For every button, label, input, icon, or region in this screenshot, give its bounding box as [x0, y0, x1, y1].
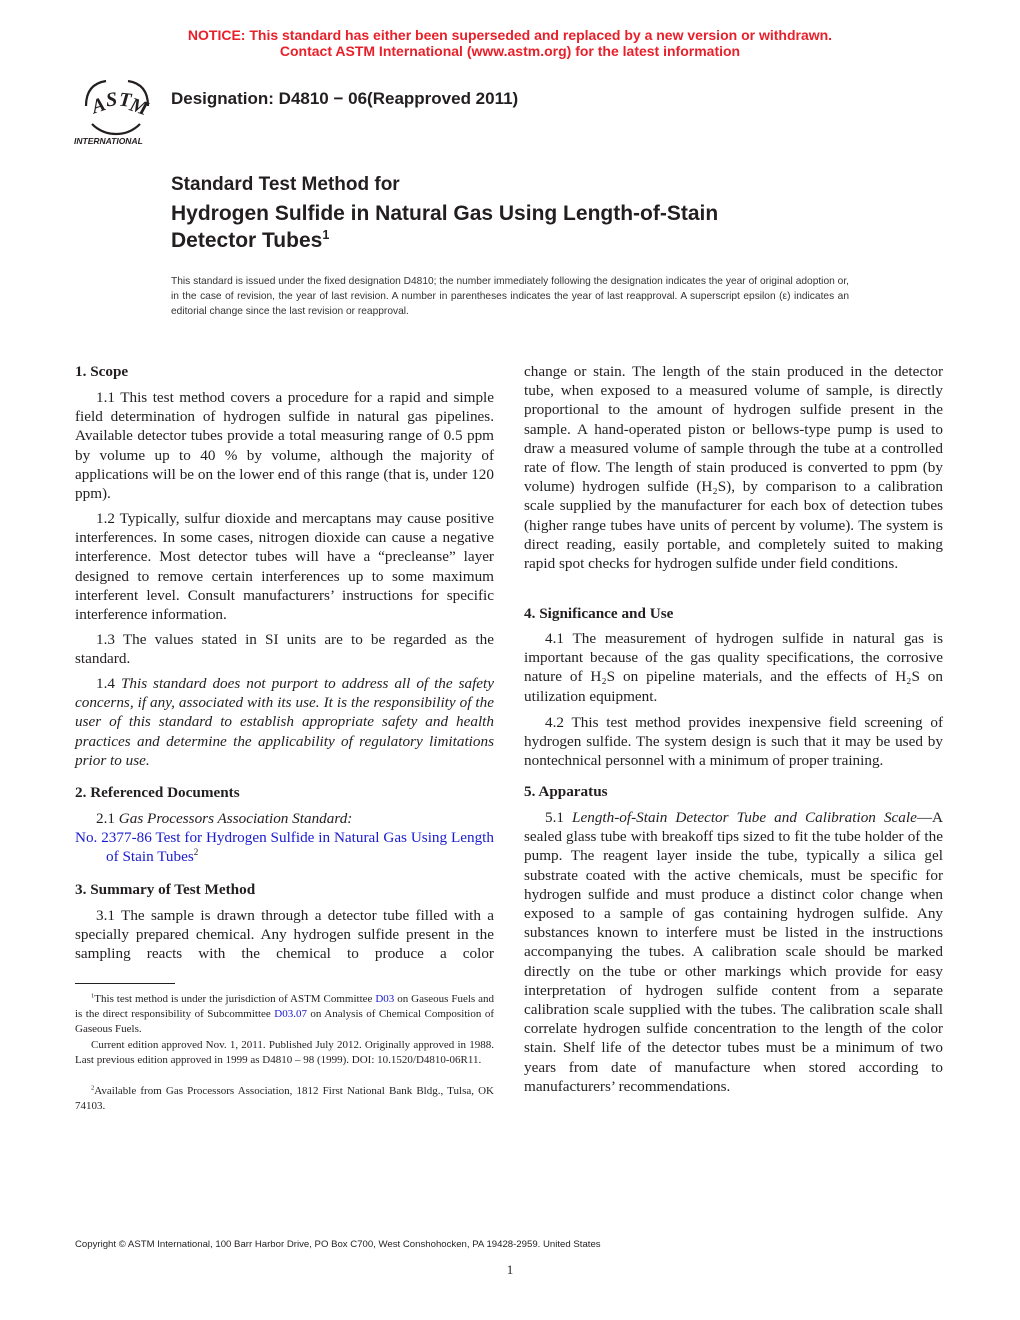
right-column [524, 0, 943, 1120]
svg-text:S: S [104, 88, 119, 112]
title-line-1: Standard Test Method for [171, 174, 400, 195]
footnote-edition: Current edition approved Nov. 1, 2011. Published July 2012. Originally approved in 1988. Last previous edition approved in 1999 as D4810 – 98 (1999). DOI: 10.1520/D4810-06R11. [75, 1039, 494, 1067]
footnote-1-text-c: on Analysis of Chemical Composition of Gaseous Fuels. [75, 1008, 494, 1036]
para-2-1-text: Gas Processors Association Standard: [118, 810, 353, 827]
footnote-rule [75, 983, 175, 984]
para-5-1-number: 5.1 [545, 809, 573, 826]
svg-text:A: A [88, 93, 109, 119]
referenced-document-entry [75, 828, 494, 866]
ref-number-link[interactable]: No. 2377-86 [75, 829, 152, 846]
footnote-2-text: Available from Gas Processors Association, 1812 First National Bank Bldg., Tulsa, OK 74103. [75, 1085, 494, 1113]
para-5-1-italic: Length-of-Stain Detector Tube and Calibration Scale [572, 809, 917, 826]
copyright: Copyright © ASTM International, 100 Barr Harbor Drive, PO Box C700, West Conshohocken, PA 19428-2959. United States [75, 1239, 601, 1250]
page-number: 1 [506, 1262, 514, 1277]
notice-line-2: Contact ASTM International (www.astm.org) for the latest information [279, 43, 741, 59]
para-4-2: 4.2 This test method provides inexpensive field screening of hydrogen sulfide. The system design is such that it may be used by nontechnical personnel with a minimum of proper training. [524, 714, 943, 770]
title-line-2: Hydrogen Sulfide in Natural Gas Using Length-of-Stain [171, 202, 719, 225]
subcommittee-link[interactable]: D03.07 [274, 1008, 307, 1021]
para-2-1 [75, 809, 494, 828]
para-2-1-number: 2.1 [96, 810, 119, 827]
svg-text:M: M [126, 93, 151, 121]
para-4-1: 4.1 The measurement of hydrogen sulfide in natural gas is important because of the gas quality specifications, the corrosive nature of H₂S on pipeline materials, and the effects of H₂S on utilization equipment. [524, 630, 943, 705]
para-1-4-text: This standard does not purport to address all of the safety concerns, if any, associated with its use. It is the responsibility of the user of this standard to establish appropriate safety and health practices and determine the applicability of regulatory limitations prior to use. [75, 675, 495, 769]
para-3-1-continued: change or stain. The length of the stain produced in the detector tube, when exposed to a measured volume of sample, is directly proportional to the amount of hydrogen sulfide present in the sample. A hand-operated piston or bellows-type pump is used to draw a measured volume of sample through the tube at a controlled rate of flow. The length of stain produced is converted to ppm (by volume) hydrogen sulfide (H₂S), by comparison to a calibration scale supplied by the manufacturer for each box of detection tubes (higher range tubes have units of percent by volume). The system is direct reading, easily portable, and completely suited to making rapid spot checks for hydrogen sulfide under field conditions. [524, 363, 943, 573]
section-3-heading: 3. Summary of Test Method [75, 881, 256, 898]
issued-note: This standard is issued under the fixed designation D4810; the number immediately following the designation indicates the year of original adoption or, in the case of revision, the year of last revision. A number in parentheses indicates the year of last reapproval. A superscript epsilon (ε) indicates an editorial change since the last revision or reapproval. [171, 276, 849, 317]
para-1-3: 1.3 The values stated in SI units are to be regarded as the standard. [75, 631, 494, 668]
title-footnote-ref[interactable]: 1 [322, 228, 330, 242]
footnote-2 [75, 1084, 494, 1114]
footnote-1-mark: 1 [91, 992, 95, 1000]
footnote-1-text-a: This test method is under the jurisdiction of ASTM Committee [94, 993, 376, 1005]
footnote-2-mark: 2 [91, 1084, 95, 1092]
notice-line-1: NOTICE: This standard has either been superseded and replaced by a new version or withdrawn. [187, 27, 833, 43]
section-1-heading: 1. Scope [75, 363, 129, 380]
section-2-heading: 2. Referenced Documents [75, 784, 240, 801]
footnote-1 [75, 992, 494, 1038]
para-1-4-number: 1.4 [96, 675, 121, 692]
footnote-1-text-b: on Gaseous Fuels and is the direct responsibility of Subcommittee [75, 993, 494, 1021]
para-1-1: 1.1 This test method covers a procedure for a rapid and simple field determination of hydrogen sulfide in natural gas pipelines. Available detector tubes provide a total measuring range of 0.5 ppm by volume up to 40 % by volume, although the majority of applications will be on the lower end of this range (that is, under 120 ppm). [75, 389, 494, 503]
logo-caption: INTERNATIONAL [74, 136, 143, 146]
para-5-1-text: —A sealed glass tube with breakoff tips sized to fit the tube holder of the pump. The reagent layer inside the tube, typically a silica gel substrate coated with the active chemicals, must be specific for hydrogen sulfide and must produce a distinct color change when exposed to a sample of gas containing hydrogen sulfide. Any substances known to interfere must be listed in the instructions accompanying the tubes. A calibration scale should be marked directly on the tube or other markings which provide for easy interpretation of hydrogen sulfide content from a separate calibration scale supplied with the tubes. The calibration scale shall correlate hydrogen sulfide concentration to the length of the color stain. Shelf life of the detector tubes must be a minimum of two years from date of manufacture when stored according to manufacturers’ recommendations. [524, 809, 943, 1095]
para-1-4 [75, 674, 494, 770]
left-column [75, 0, 494, 1000]
section-4-heading: 4. Significance and Use [524, 605, 674, 622]
svg-text:T: T [117, 88, 133, 112]
ref-title-link[interactable]: Test for Hydrogen Sulfide in Natural Gas Using Length of Stain Tubes [106, 829, 494, 866]
designation: Designation: D4810 − 06(Reapproved 2011) [171, 89, 519, 108]
para-1-2: 1.2 Typically, sulfur dioxide and mercaptans may cause positive interferences. In some cases, nitrogen dioxide can cause a negative interference. Most detector tubes will have a “precleanse” layer designed to remove certain interferences up to some maximum interferent level. Consult manufacturers’ instructions for specific interference information. [75, 510, 494, 624]
committee-d03-link[interactable]: D03 [375, 993, 395, 1005]
para-5-1 [524, 808, 943, 1096]
ref-footnote-ref[interactable]: 2 [193, 847, 199, 858]
para-3-1: 3.1 The sample is drawn through a detector tube filled with a specially prepared chemical. Any hydrogen sulfide present in the sampling reacts with the chemical to produce a color [75, 907, 494, 963]
section-5-heading: 5. Apparatus [524, 783, 608, 800]
title-line-3: Detector Tubes [171, 229, 323, 252]
